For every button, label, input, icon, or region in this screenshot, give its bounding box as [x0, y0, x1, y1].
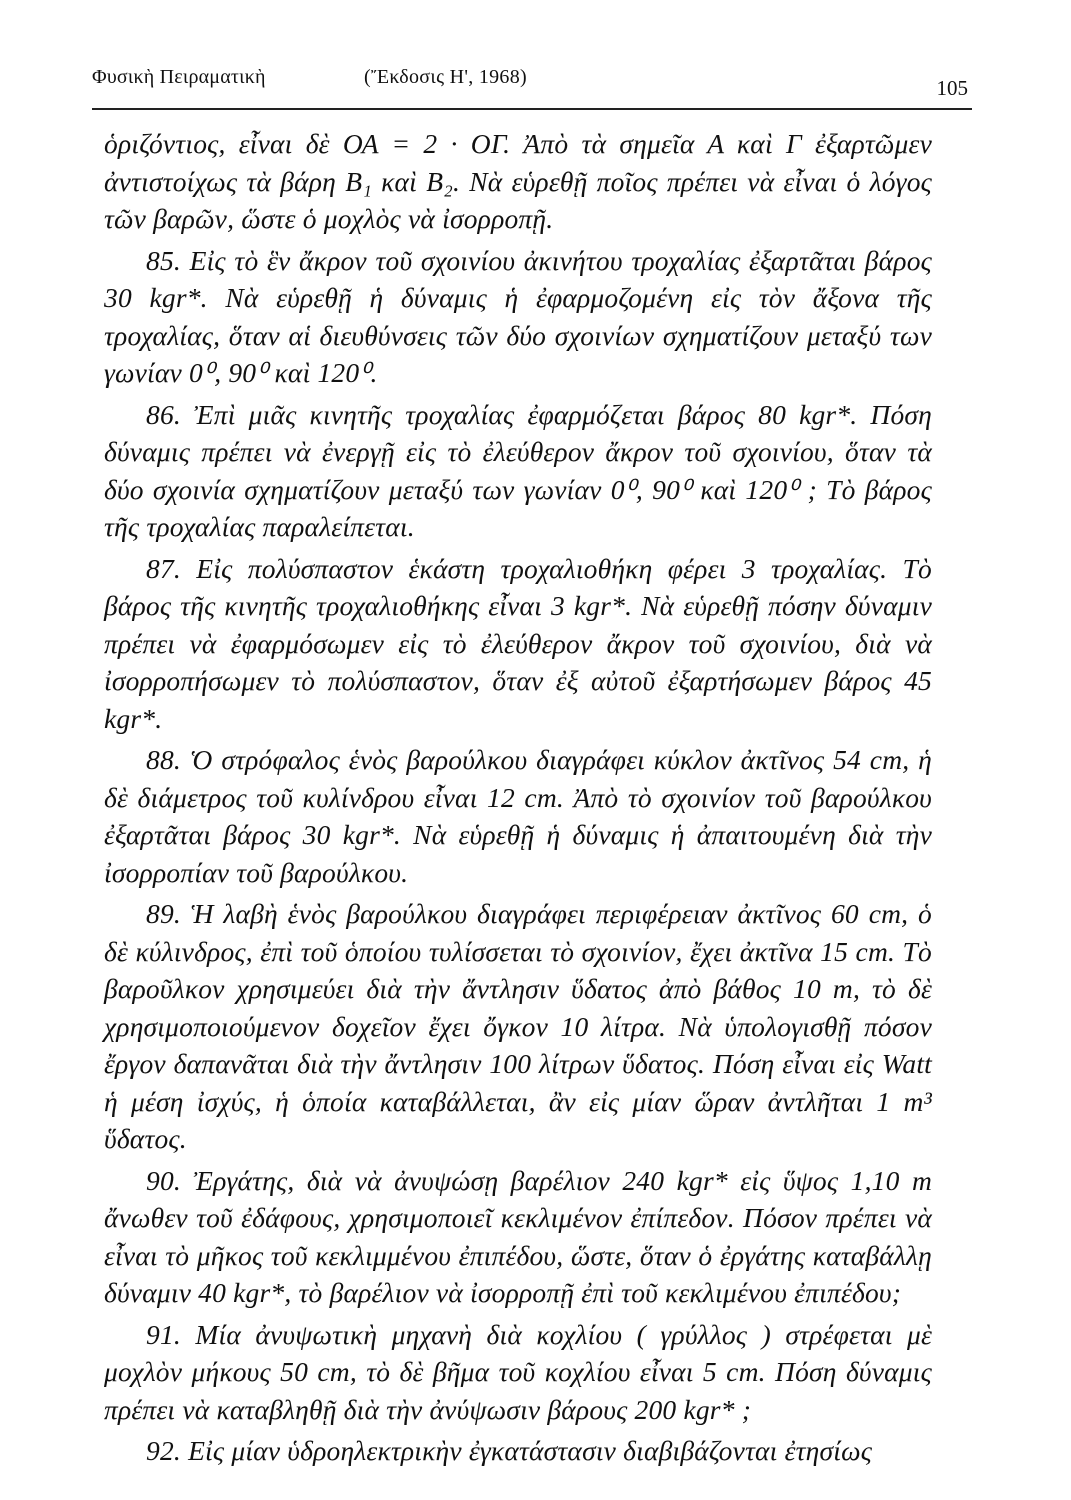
problem-number: 85.	[146, 244, 181, 276]
problem-text: Ἐργάτης, διὰ νὰ ἀνυψώσῃ βαρέλιον 240 kgr* εἰς ὕψος 1,10 m ἄνωθεν τοῦ ἐδάφους, χρησιμοποιεῖ κεκλιμένον ἐπίπεδον. Πόσον πρέπει νὰ εἶναι τὸ μῆκος τοῦ κεκλιμμένου ἐπιπέδου, ὥστε, ὅταν ὁ ἐργάτης καταβάλλῃ δύναμιν 40 kgr*, τὸ βαρέλιον νὰ ἰσορροπῇ ἐπὶ τοῦ κεκλιμένου ἐπιπέδου;	[104, 1164, 933, 1308]
problem-90	[104, 1162, 932, 1312]
page-body	[104, 125, 932, 1474]
running-title: Φυσικὴ Πειραματικὴ	[92, 66, 266, 88]
problem-89	[104, 895, 932, 1158]
problem-87	[104, 550, 932, 738]
problem-number: 88.	[146, 744, 181, 775]
page-header	[92, 60, 972, 110]
problem-text: Ἡ λαβὴ ἑνὸς βαρούλκου διαγράφει περιφέρειαν ἀκτῖνος 60 cm, ὁ δὲ κύλινδρος, ἐπὶ τοῦ ὁποίου τυλίσσεται τὸ σχοινίον, ἔχει ἀκτῖνα 15 cm. Τὸ βαροῦλκον χρησιμεύει διὰ τὴν ἄντλησιν ὕδατος ἀπὸ βάθος 10 m, τὸ δὲ χρησιμοποιούμενον δοχεῖον ἔχει ὄγκον 10 λίτρα. Νὰ ὑπολογισθῇ πόσον ἔργον δαπανᾶται διὰ τὴν ἄντλησιν 100 λίτρων ὕδατος. Πόση εἶναι εἰς Watt ἡ μέση ἰσχύς, ἡ ὁποία καταβάλλεται, ἂν εἰς μίαν ὥραν ἀντλῆται 1 m³ ὕδατος.	[104, 898, 933, 1154]
paragraph-continuation	[104, 125, 932, 238]
problem-text: Ὁ στρόφαλος ἑνὸς βαρούλκου διαγράφει κύκλον ἀκτῖνος 54 cm, ἡ δὲ διάμετρος τοῦ κυλίνδρου εἶναι 12 cm. Ἀπὸ τὸ σχοινίον τοῦ βαρούλκου ἐξαρτᾶται βάρος 30 kgr*. Νὰ εὑρεθῇ ἡ δύναμις ἡ ἀπαιτουμένη διὰ τὴν ἰσορροπίαν τοῦ βαρούλκου.	[104, 744, 932, 888]
problem-91	[104, 1316, 932, 1429]
problem-88	[104, 741, 932, 891]
edition-note: (Ἔκδοσις Η', 1968)	[364, 66, 527, 88]
problem-number: 91.	[146, 1318, 181, 1350]
paragraph-text: ὁριζόντιος, εἶναι δὲ ΟΑ = 2 · ΟΓ. Ἀπὸ τὰ σημεῖα Α καὶ Γ ἐξαρτῶμεν ἀντιστοίχως τὰ βάρη B₁ καὶ B₂. Νὰ εὑρεθῇ ποῖος πρέπει νὰ εἶναι ὁ λόγος τῶν βαρῶν, ὥστε ὁ μοχλὸς νὰ ἰσορροπῇ.	[104, 128, 932, 234]
problem-number: 86.	[146, 398, 181, 430]
problem-86	[104, 396, 932, 546]
problem-text: Εἰς πολύσπαστον ἑκάστη τροχαλιοθήκη φέρει 3 τροχαλίας. Τὸ βάρος τῆς κινητῆς τροχαλιοθήκης εἶναι 3 kgr*. Νὰ εὑρεθῇ πόσην δύναμιν πρέπει νὰ ἐφαρμόσωμεν εἰς τὸ ἐλεύθερον ἄκρον τοῦ σχοινίου, διὰ νὰ ἰσορροπήσωμεν τὸ πολύσπαστον, ὅταν ἐξ αὐτοῦ ἐξαρτήσωμεν βάρος 45 kgr*.	[104, 552, 932, 734]
problem-85	[104, 242, 932, 392]
problem-number: 87.	[146, 552, 181, 584]
problem-text: Μία ἀνυψωτικὴ μηχανὴ διὰ κοχλίου ( γρύλλος ) στρέφεται μὲ μοχλὸν μήκους 50 cm, τὸ δὲ βῆμα τοῦ κοχλίου εἶναι 5 cm. Πόση δύναμις πρέπει νὰ καταβληθῇ διὰ τὴν ἀνύψωσιν βάρους 200 kgr* ;	[104, 1318, 932, 1425]
problem-number: 89.	[146, 898, 181, 929]
problem-text: Εἰς τὸ ἓν ἄκρον τοῦ σχοινίου ἀκινήτου τροχαλίας ἐξαρτᾶται βάρος 30 kgr*. Νὰ εὑρεθῇ ἡ δύναμις ἡ ἐφαρμοζομένη εἰς τὸν ἄξονα τῆς τροχαλίας, ὅταν αἱ διευθύνσεις τῶν δύο σχοινίων σχηματίζουν μεταξύ των γωνίαν 0⁰, 90⁰ καὶ 120⁰.	[104, 244, 932, 388]
page-number: 105	[936, 76, 968, 100]
problem-number: 92.	[146, 1435, 181, 1466]
problem-text: Εἰς μίαν ὑδροηλεκτρικὴν ἐγκατάστασιν διαβιβάζονται ἐτησίως	[188, 1435, 873, 1466]
problem-number: 90.	[146, 1164, 181, 1196]
problem-92	[104, 1432, 932, 1470]
problem-text: Ἐπὶ μιᾶς κινητῆς τροχαλίας ἐφαρμόζεται βάρος 80 kgr*. Πόση δύναμις πρέπει νὰ ἐνεργῇ εἰς τὸ ἐλεύθερον ἄκρον τοῦ σχοινίου, ὅταν τὰ δύο σχοινία σχηματίζουν μεταξύ των γωνίαν 0⁰, 90⁰ καὶ 120⁰ ; Τὸ βάρος τῆς τροχαλίας παραλείπεται.	[104, 398, 933, 542]
